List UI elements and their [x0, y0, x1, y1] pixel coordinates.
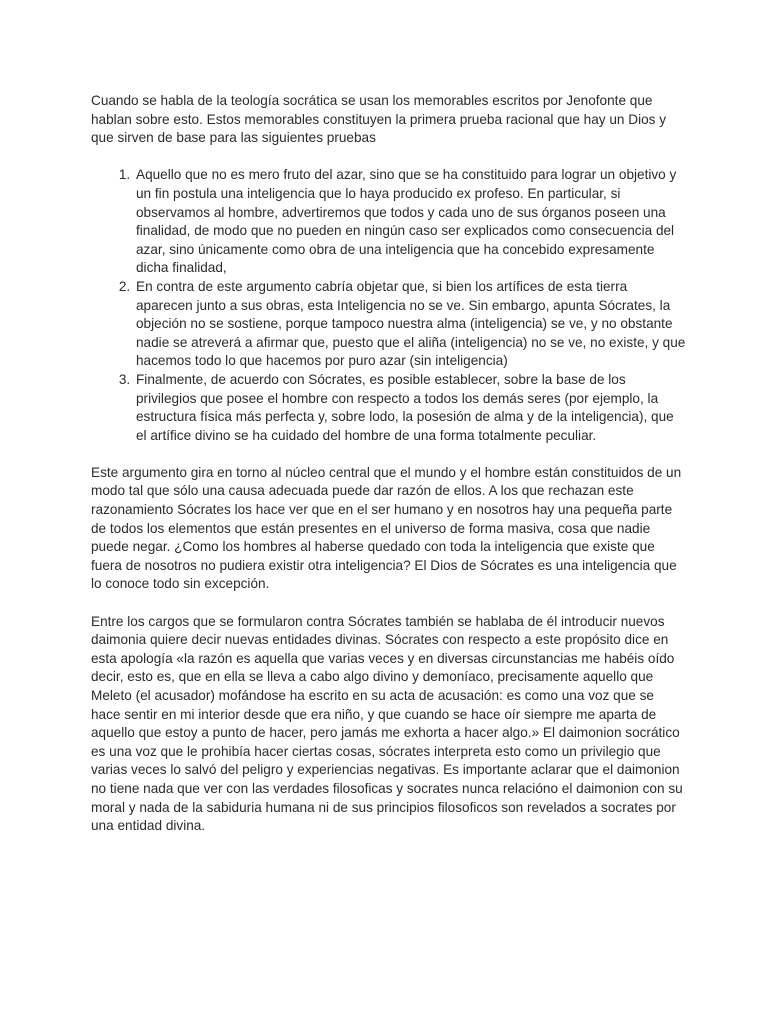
- document-body: [91, 92, 687, 854]
- argument-paragraph: Este argumento gira en torno al núcleo central que el mundo y el hombre están constituidos de un modo tal que sólo una causa adecuada puede dar razón de ellos. A los que rechazan este razonamiento Sócrates los hace ver que en el ser humano y en nosotros hay una pequeña parte de todos los elementos que están presentes en el universo de forma masiva, cosa que nadie puede negar. ¿Como los hombres al haberse quedado con toda la inteligencia que existe que fuera de nosotros no pudiera existir otra inteligencia? El Dios de Sócrates es una inteligencia que lo conoce todo sin excepción.: [91, 464, 682, 592]
- daimonion-paragraph: Entre los cargos que se formularon contra Sócrates también se hablaba de él introducir nuevos daimonia quiere decir nuevas entidades divinas. Sócrates con respecto a este propósito dice en esta apología «la razón es aquella que varias veces y en diversas circunstancias me habéis oído decir, esto es, que en ella se lleva a cabo algo divino y demoníaco, precisamente aquello que Meleto (el acusador) mofándose ha escrito en su acta de acusación: es como una voz que se hace sentir en mi interior desde que era niño, y que cuando se hace oír siempre me aparta de aquello que estoy a punto de hacer, pero jamás me exhorta a hacer algo.» El daimonion socrático es una voz que le prohibía hacer ciertas cosas, sócrates interpreta esto como un privilegio que varias veces lo salvó del peligro y experiencias negativas. Es importante aclarar que el daimonion no tiene nada que ver con las verdades filosoficas y socrates nunca relacióno el daimonion con su moral y nada de la sabiduria humana ni de sus principios filosoficos son revelados a socrates por una entidad divina.: [91, 613, 683, 834]
- list-item-3: 3. Finalmente, de acuerdo con Sócrates, es posible establecer, sobre la base de los privilegios que posee el hombre con respecto a todos los demás seres (por ejemplo, la estructura física más perfecta y, sobre lodo, la posesión de alma y de la inteligencia), que el artífice divino se ha cuidado del hombre de una forma totalmente peculiar.: [134, 371, 687, 445]
- list-item-1: 1. Aquello que no es mero fruto del azar, sino que se ha constituido para lograr un objetivo y un fin postula una inteligencia que lo haya producido ex profeso. En particular, si observamos al hombre, advertiremos que todos y cada uno de sus órganos poseen una finalidad, de modo que no pueden en ningún caso ser explicados como consecuencia del azar, sino únicamente como obra de una inteligencia que ha concebido expresamente dicha finalidad,: [134, 166, 687, 278]
- numbered-list: [91, 166, 687, 445]
- list-item-2: 2. En contra de este argumento cabría objetar que, si bien los artífices de esta tierra aparecen junto a sus obras, esta Inteligencia no se ve. Sin embargo, apunta Sócrates, la objeción no se sostiene, porque tampoco nuestra alma (inteligencia) se ve, y no obstante nadie se atreverá a afirmar que, puesto que el aliña (inteligencia) no se ve, no existe, y que hacemos todo lo que hacemos por puro azar (sin inteligencia): [134, 278, 687, 371]
- intro-paragraph: Cuando se habla de la teología socrática se usan los memorables escritos por Jenofonte que hablan sobre esto. Estos memorables constituyen la primera prueba racional que hay un Dios y que sirven de base para las siguientes pruebas: [91, 93, 667, 146]
